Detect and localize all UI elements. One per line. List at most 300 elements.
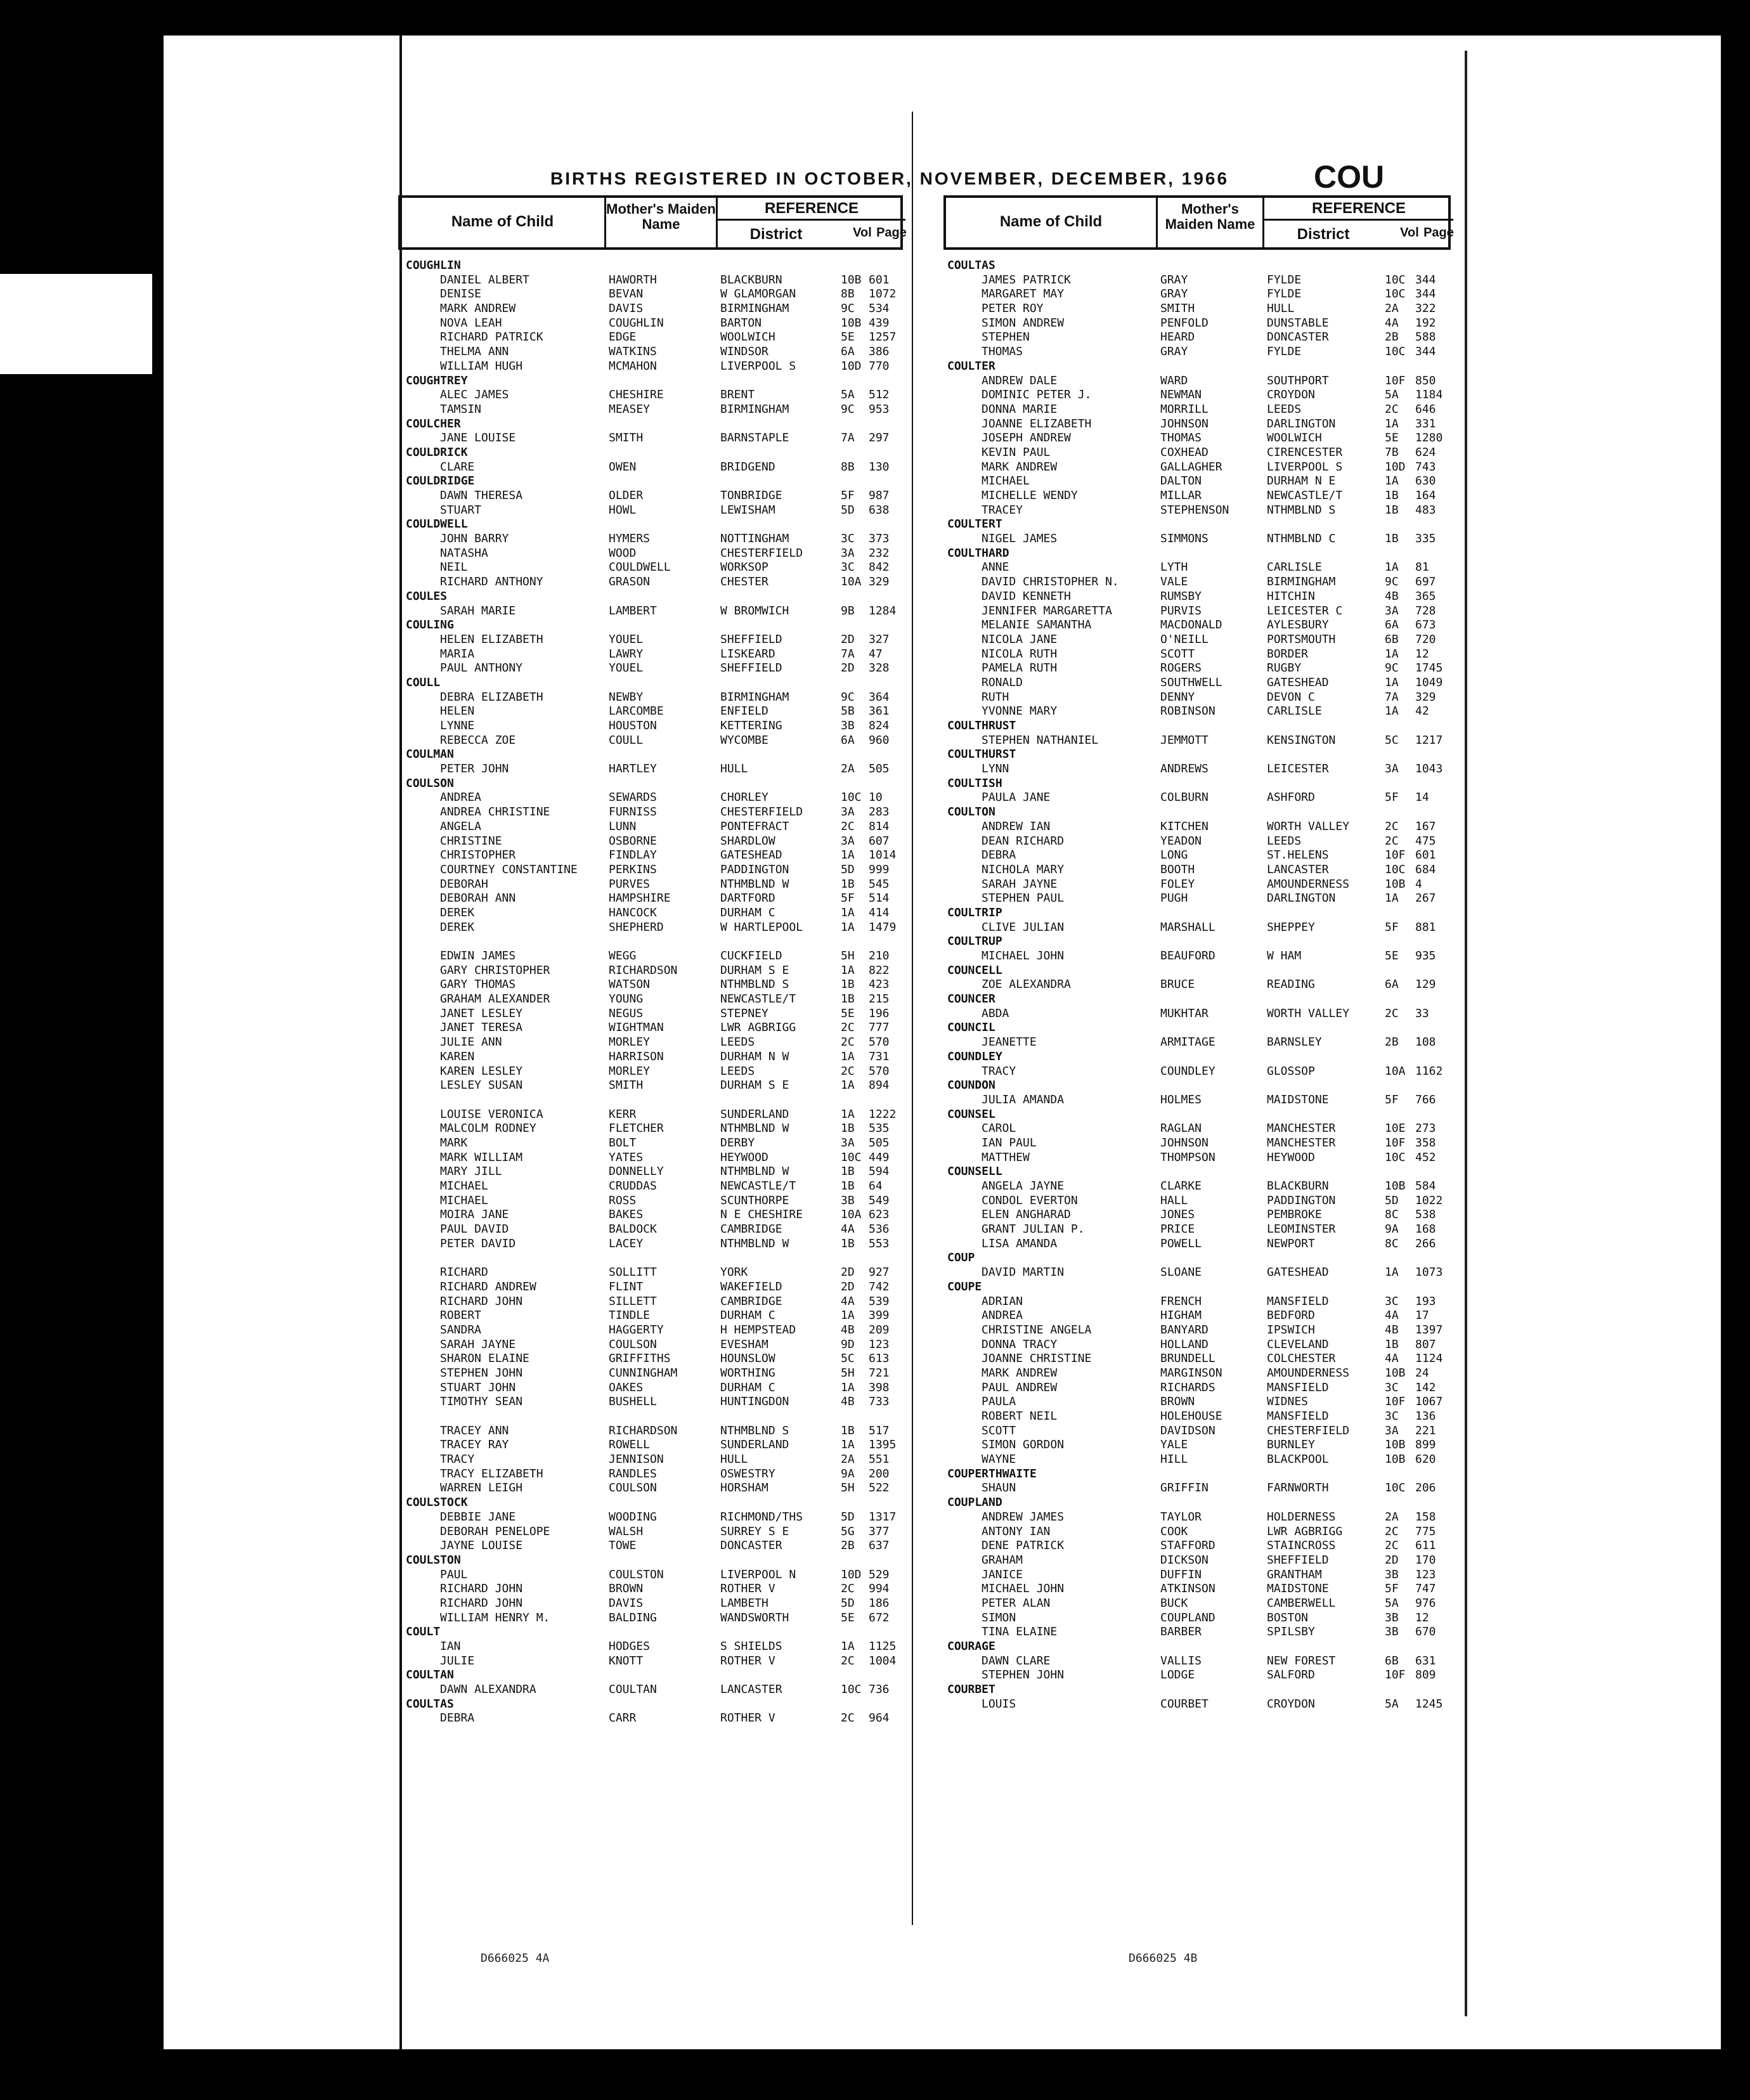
- birth-entry-row: [406, 1151, 907, 1165]
- surname: COUP: [947, 1251, 975, 1265]
- district: NEWPORT: [1267, 1236, 1315, 1250]
- birth-entry-row: [947, 878, 1455, 892]
- birth-entry-row: [947, 474, 1455, 489]
- volume: 3B: [841, 1193, 855, 1207]
- child-name: NIGEL JAMES: [982, 532, 1058, 546]
- page-number: 684: [1415, 862, 1436, 876]
- child-name: SARAH MARIE: [440, 604, 516, 618]
- birth-entry-row: [947, 921, 1455, 935]
- birth-entry-row: [406, 1079, 907, 1093]
- district: LEOMINSTER: [1267, 1222, 1336, 1236]
- page-number: 505: [869, 1136, 890, 1150]
- birth-entry-row: [406, 633, 907, 647]
- surname-heading: [947, 719, 1455, 734]
- page-number: 631: [1415, 1654, 1436, 1668]
- district: LEEDS: [1267, 834, 1302, 848]
- mothers-maiden-name: VALE: [1160, 575, 1188, 589]
- volume: 1A: [1385, 417, 1399, 431]
- district: LANCASTER: [720, 1683, 782, 1697]
- district: WINDSOR: [720, 345, 768, 359]
- district: CROYDON: [1267, 388, 1315, 402]
- surname: COULDWELL: [406, 517, 468, 531]
- district: CARLISLE: [1267, 561, 1322, 574]
- surname-heading: [947, 1108, 1455, 1122]
- surname: COULTERT: [947, 517, 1002, 531]
- birth-entry-row: [947, 604, 1455, 619]
- mothers-maiden-name: WARD: [1160, 373, 1188, 387]
- birth-entry-row: [947, 1582, 1455, 1597]
- volume: 4A: [841, 1294, 855, 1308]
- birth-entry-row: [947, 1395, 1455, 1410]
- child-name: JOSEPH ANDREW: [982, 431, 1071, 445]
- birth-entry-row: [947, 1122, 1455, 1136]
- volume: 3A: [841, 805, 855, 819]
- district: NEWCASTLE/T: [1267, 489, 1343, 502]
- volume: 10A: [841, 1208, 862, 1222]
- birth-entry-row: [947, 590, 1455, 604]
- district: FYLDE: [1267, 287, 1302, 301]
- page-number: 623: [869, 1208, 890, 1222]
- surname: COULTAS: [406, 1697, 454, 1711]
- district: BARNSLEY: [1267, 1035, 1322, 1049]
- birth-entry-row: [406, 1711, 907, 1726]
- district: GLOSSOP: [1267, 1064, 1315, 1078]
- child-name: CHRISTINE ANGELA: [982, 1323, 1092, 1337]
- mothers-maiden-name: JENNISON: [609, 1453, 664, 1467]
- birth-entry-row: [947, 1093, 1455, 1108]
- mothers-maiden-name: LYTH: [1160, 561, 1188, 574]
- surname-heading: [947, 1021, 1455, 1035]
- birth-entry-row: [947, 1568, 1455, 1583]
- mothers-maiden-name: MILLAR: [1160, 489, 1202, 502]
- volume: 3B: [1385, 1611, 1399, 1624]
- mothers-maiden-name: HAMPSHIRE: [609, 891, 671, 905]
- district: S SHIELDS: [720, 1640, 782, 1653]
- volume: 1A: [841, 1049, 855, 1063]
- mothers-maiden-name: RICHARDSON: [609, 963, 678, 977]
- mothers-maiden-name: HODGES: [609, 1640, 651, 1653]
- birth-entry-row: [947, 891, 1455, 906]
- mothers-maiden-name: SCOTT: [1160, 647, 1195, 661]
- mothers-maiden-name: BROWN: [609, 1582, 644, 1596]
- volume: 5F: [1385, 1582, 1399, 1596]
- page-number: 842: [869, 561, 890, 574]
- page-number: 386: [869, 345, 890, 359]
- page-number: 899: [1415, 1438, 1436, 1452]
- page-number: 452: [1415, 1150, 1436, 1164]
- child-name: ANDREW DALE: [982, 373, 1058, 387]
- volume: 1A: [1385, 647, 1399, 661]
- birth-entry-row: [406, 1222, 907, 1237]
- mothers-maiden-name: NEWBY: [609, 690, 644, 704]
- volume: 6A: [1385, 618, 1399, 632]
- page-number: 721: [869, 1366, 890, 1380]
- child-name: YVONNE MARY: [982, 704, 1058, 718]
- volume: 1B: [841, 1423, 855, 1437]
- page-number: 475: [1415, 834, 1436, 848]
- surname: COULING: [406, 618, 454, 632]
- page-number: 976: [1415, 1596, 1436, 1610]
- volume: 2C: [1385, 1524, 1399, 1538]
- mothers-maiden-name: OLDER: [609, 489, 644, 502]
- surname-heading: [406, 1553, 907, 1568]
- mothers-maiden-name: COUGHLIN: [609, 316, 664, 330]
- mothers-maiden-name: TINDLE: [609, 1309, 651, 1323]
- mothers-maiden-name: LAMBERT: [609, 604, 657, 618]
- birth-entry-row: [947, 820, 1455, 834]
- district: HOLDERNESS: [1267, 1510, 1336, 1524]
- birth-entry-row: [406, 388, 907, 403]
- district: W BROMWICH: [720, 604, 789, 618]
- child-name: JULIE ANN: [440, 1035, 502, 1049]
- district: LIVERPOOL S: [1267, 460, 1343, 474]
- child-name: DEBRA: [440, 1711, 475, 1725]
- volume: 2A: [1385, 1510, 1399, 1524]
- district: LANCASTER: [1267, 862, 1329, 876]
- volume: 10C: [1385, 345, 1406, 359]
- child-name: JOANNE ELIZABETH: [982, 417, 1092, 431]
- child-name: IAN: [440, 1640, 461, 1653]
- birth-entry-row: [406, 1165, 907, 1179]
- surname-heading: [947, 1050, 1455, 1065]
- page-number: 601: [1415, 848, 1436, 862]
- page-number: 449: [869, 1150, 890, 1164]
- district: BIRMINGHAM: [720, 402, 789, 416]
- mothers-maiden-name: DAVIS: [609, 302, 644, 316]
- volume: 10C: [841, 791, 862, 805]
- mothers-maiden-name: JOHNSON: [1160, 1136, 1209, 1150]
- mothers-maiden-name: COURBET: [1160, 1697, 1209, 1711]
- district: PADDINGTON: [720, 862, 789, 876]
- page-number: 545: [869, 877, 890, 891]
- page-number: 570: [869, 1035, 890, 1049]
- volume: 5D: [1385, 1193, 1399, 1207]
- district: DERBY: [720, 1136, 755, 1150]
- child-name: JOANNE CHRISTINE: [982, 1352, 1092, 1366]
- mothers-maiden-name: CRUDDAS: [609, 1179, 657, 1193]
- birth-entry-row: [406, 719, 907, 734]
- volume: 2C: [1385, 402, 1399, 416]
- surname-heading: [947, 547, 1455, 561]
- birth-entry-row: [406, 1280, 907, 1295]
- mothers-maiden-name: DAVIDSON: [1160, 1423, 1215, 1437]
- child-name: CHRISTINE: [440, 834, 502, 848]
- page-number: 953: [869, 402, 890, 416]
- child-name: JOHN BARRY: [440, 532, 509, 546]
- page-number: 766: [1415, 1092, 1436, 1106]
- mothers-maiden-name: HARTLEY: [609, 762, 657, 776]
- spacer-row: [406, 1251, 907, 1266]
- birth-entry-row: [947, 532, 1455, 547]
- child-name: LOUIS: [982, 1697, 1016, 1711]
- mothers-maiden-name: HOLMES: [1160, 1092, 1202, 1106]
- reference-header: [1264, 198, 1453, 247]
- birth-entry-row: [406, 1323, 907, 1338]
- child-name: KEVIN PAUL: [982, 445, 1051, 459]
- mothers-maiden-name: WEGG: [609, 949, 637, 963]
- page-number: 266: [1415, 1236, 1436, 1250]
- district: WANDSWORTH: [720, 1611, 789, 1624]
- volume: 7A: [1385, 690, 1399, 704]
- volume: 4B: [841, 1395, 855, 1409]
- child-name: DAVID KENNETH: [982, 589, 1071, 603]
- mothers-maiden-name: SILLETT: [609, 1294, 657, 1308]
- mothers-maiden-name: ROWELL: [609, 1438, 651, 1452]
- district: NEW FOREST: [1267, 1654, 1336, 1668]
- volume: 2C: [1385, 834, 1399, 848]
- surname: COULTAS: [947, 259, 995, 272]
- page-number: 551: [869, 1453, 890, 1467]
- page-number: 12: [1415, 1611, 1429, 1624]
- volume: 10C: [841, 1150, 862, 1164]
- mothers-maiden-name: MCMAHON: [609, 359, 657, 373]
- birth-entry-row: [406, 921, 907, 935]
- child-name: HELEN: [440, 704, 475, 718]
- reference-label: REFERENCE: [718, 198, 905, 221]
- child-name: WILLIAM HUGH: [440, 359, 523, 373]
- page-number: 728: [1415, 604, 1436, 618]
- district: SURREY S E: [720, 1524, 789, 1538]
- page-number: 47: [869, 647, 883, 661]
- volume: 6B: [1385, 632, 1399, 646]
- child-name: PAULA: [982, 1395, 1016, 1409]
- volume: 5H: [841, 1366, 855, 1380]
- mothers-maiden-name: BRUNDELL: [1160, 1352, 1215, 1366]
- mothers-maiden-name: SMITH: [609, 1079, 644, 1092]
- birth-entry-row: [406, 1035, 907, 1050]
- left-column-header: [398, 195, 907, 250]
- birth-entry-row: [947, 863, 1455, 878]
- page-number: 365: [1415, 589, 1436, 603]
- birth-entry-row: [947, 633, 1455, 647]
- volume: 5E: [1385, 431, 1399, 445]
- mothers-maiden-name: BROWN: [1160, 1395, 1195, 1409]
- surname: COULSON: [406, 776, 454, 790]
- district: DEVON C: [1267, 690, 1315, 704]
- child-name: DENE PATRICK: [982, 1539, 1065, 1553]
- district: HULL: [720, 1453, 748, 1467]
- district: NEWCASTLE/T: [720, 992, 796, 1006]
- volume: 3A: [841, 1136, 855, 1150]
- volume: 1A: [841, 1438, 855, 1452]
- child-name: TIMOTHY SEAN: [440, 1395, 523, 1409]
- district: OSWESTRY: [720, 1467, 775, 1481]
- mothers-maiden-name: PRICE: [1160, 1222, 1195, 1236]
- page-number: 881: [1415, 920, 1436, 934]
- page-number: 398: [869, 1380, 890, 1394]
- birth-entry-row: [947, 460, 1455, 475]
- mothers-maiden-name: PURVES: [609, 877, 651, 891]
- page-number: 206: [1415, 1481, 1436, 1495]
- child-name: MARK ANDREW: [982, 460, 1058, 474]
- volume: 5F: [1385, 1092, 1399, 1106]
- district: GATESHEAD: [1267, 675, 1329, 689]
- volume: 4A: [1385, 316, 1399, 330]
- page-number: 322: [1415, 302, 1436, 316]
- district: SCUNTHORPE: [720, 1193, 789, 1207]
- mothers-maiden-name: RICHARDSON: [609, 1423, 678, 1437]
- child-name: JANET TERESA: [440, 1021, 523, 1035]
- mothers-maiden-name: RUMSBY: [1160, 589, 1202, 603]
- birth-entry-row: [406, 1597, 907, 1611]
- volume: 5F: [841, 891, 855, 905]
- birth-entry-row: [947, 374, 1455, 389]
- surname: COULTON: [947, 805, 995, 819]
- birth-entry-row: [947, 489, 1455, 503]
- mothers-maiden-name: SIMMONS: [1160, 532, 1209, 546]
- child-name: TRACEY RAY: [440, 1438, 509, 1452]
- child-name: DEBRA: [982, 848, 1016, 862]
- mothers-maiden-name: FRENCH: [1160, 1294, 1202, 1308]
- birth-entry-row: [406, 1266, 907, 1280]
- mothers-maiden-name: ATKINSON: [1160, 1582, 1215, 1596]
- mothers-maiden-name: WATSON: [609, 978, 651, 992]
- page-number: 1043: [1415, 762, 1443, 776]
- birth-entry-row: [947, 1266, 1455, 1280]
- child-name: PETER DAVID: [440, 1236, 516, 1250]
- volume: 10F: [1385, 1395, 1406, 1409]
- mothers-maiden-name: SMITH: [609, 431, 644, 445]
- volume: 2B: [1385, 330, 1399, 344]
- child-name: COURTNEY CONSTANTINE: [440, 862, 578, 876]
- birth-entry-row: [406, 820, 907, 834]
- volume: 5G: [841, 1524, 855, 1538]
- volume: 10F: [1385, 373, 1406, 387]
- birth-entry-row: [406, 848, 907, 863]
- page-number: 12: [1415, 647, 1429, 661]
- birth-entry-row: [947, 1352, 1455, 1366]
- birth-entry-row: [406, 431, 907, 446]
- page-number: 514: [869, 891, 890, 905]
- birth-entry-row: [406, 1065, 907, 1079]
- volume: 2D: [841, 632, 855, 646]
- mothers-maiden-name: LONG: [1160, 848, 1188, 862]
- child-name: DOMINIC PETER J.: [982, 388, 1092, 402]
- child-name: KAREN: [440, 1049, 475, 1063]
- district: LEICESTER C: [1267, 604, 1343, 618]
- birth-entry-row: [406, 273, 907, 288]
- child-name: JANE LOUISE: [440, 431, 516, 445]
- volume: 8C: [1385, 1236, 1399, 1250]
- surname-heading: [406, 1625, 907, 1640]
- district: NTHMBLND S: [720, 978, 789, 992]
- district: SUNDERLAND: [720, 1107, 789, 1121]
- page-number: 964: [869, 1711, 890, 1725]
- child-name: TRACY ELIZABETH: [440, 1467, 543, 1481]
- mothers-maiden-name: MORRILL: [1160, 402, 1209, 416]
- mothers-maiden-name: NEWMAN: [1160, 388, 1202, 402]
- birth-entry-row: [406, 1467, 907, 1482]
- mothers-maiden-name: COULSON: [609, 1481, 657, 1495]
- child-name: MARIA: [440, 647, 475, 661]
- page-number: 108: [1415, 1035, 1436, 1049]
- district: LWR AGBRIGG: [720, 1021, 796, 1035]
- page-number: 620: [1415, 1453, 1436, 1467]
- district: BARNSTAPLE: [720, 431, 789, 445]
- page-number: 894: [869, 1079, 890, 1092]
- mothers-maiden-name: YALE: [1160, 1438, 1188, 1452]
- mothers-maiden-name: JONES: [1160, 1208, 1195, 1222]
- birth-entry-row: [947, 302, 1455, 316]
- birth-entry-row: [406, 460, 907, 475]
- mothers-maiden-name: RANDLES: [609, 1467, 657, 1481]
- mothers-maiden-name: EDGE: [609, 330, 637, 344]
- mothers-maiden-name: WALSH: [609, 1524, 644, 1538]
- birth-entry-row: [406, 604, 907, 619]
- birth-entry-row: [406, 1122, 907, 1136]
- district: CAMBERWELL: [1267, 1596, 1336, 1610]
- birth-entry-row: [406, 1179, 907, 1194]
- district-label: District: [1297, 226, 1350, 243]
- district: HULL: [720, 762, 748, 776]
- page-number: 364: [869, 690, 890, 704]
- district: STEPNEY: [720, 1006, 768, 1020]
- child-name: RICHARD PATRICK: [440, 330, 543, 344]
- child-name: GARY THOMAS: [440, 978, 516, 992]
- district: BOSTON: [1267, 1611, 1309, 1624]
- mothers-maiden-name: BEVAN: [609, 287, 644, 301]
- district: WYCOMBE: [720, 733, 768, 747]
- page-number: 1317: [869, 1510, 897, 1524]
- district: GATESHEAD: [1267, 1266, 1329, 1280]
- vol-label: Vol: [853, 226, 872, 240]
- page-number: 130: [869, 460, 890, 474]
- volume: 3B: [1385, 1567, 1399, 1581]
- district: CAMBRIDGE: [720, 1222, 782, 1236]
- mothers-maiden-name: BEAUFORD: [1160, 949, 1215, 963]
- child-name: DEREK: [440, 905, 475, 919]
- birth-entry-row: [406, 661, 907, 676]
- page-number: 529: [869, 1567, 890, 1581]
- volume: 1B: [841, 978, 855, 992]
- birth-entry-row: [406, 978, 907, 992]
- mothers-maiden-name: ROBINSON: [1160, 704, 1215, 718]
- volume: 10D: [841, 359, 862, 373]
- child-name: SIMON ANDREW: [982, 316, 1065, 330]
- birth-entry-row: [406, 949, 907, 964]
- mothers-maiden-name: PUGH: [1160, 891, 1188, 905]
- child-name: NATASHA: [440, 546, 488, 560]
- volume: 5A: [1385, 1596, 1399, 1610]
- mothers-maiden-name: CLARKE: [1160, 1179, 1202, 1193]
- surname-heading: [947, 935, 1455, 949]
- surname: COUNDLEY: [947, 1049, 1002, 1063]
- volume: 3C: [841, 532, 855, 546]
- district: GRANTHAM: [1267, 1567, 1322, 1581]
- child-name: DEBBIE JANE: [440, 1510, 516, 1524]
- birth-entry-row: [406, 1510, 907, 1525]
- birth-entry-row: [406, 1352, 907, 1366]
- volume: 8B: [841, 287, 855, 301]
- volume: 1A: [841, 1107, 855, 1121]
- page-number: 200: [869, 1467, 890, 1481]
- district: LEEDS: [1267, 402, 1302, 416]
- page-number: 534: [869, 302, 890, 316]
- child-name: HELEN ELIZABETH: [440, 632, 543, 646]
- child-name: RICHARD ANDREW: [440, 1280, 536, 1293]
- birth-entry-row: [406, 561, 907, 575]
- child-name: JANET LESLEY: [440, 1006, 523, 1020]
- birth-entry-row: [406, 1611, 907, 1626]
- mothers-maiden-name: HYMERS: [609, 532, 651, 546]
- child-name: TRACEY: [982, 503, 1023, 517]
- mothers-maiden-name: MORLEY: [609, 1064, 651, 1078]
- volume: 2C: [1385, 1539, 1399, 1553]
- birth-entry-row: [947, 791, 1455, 805]
- district: SHEFFIELD: [720, 661, 782, 675]
- district: CUCKFIELD: [720, 949, 782, 963]
- volume: 5E: [1385, 949, 1399, 963]
